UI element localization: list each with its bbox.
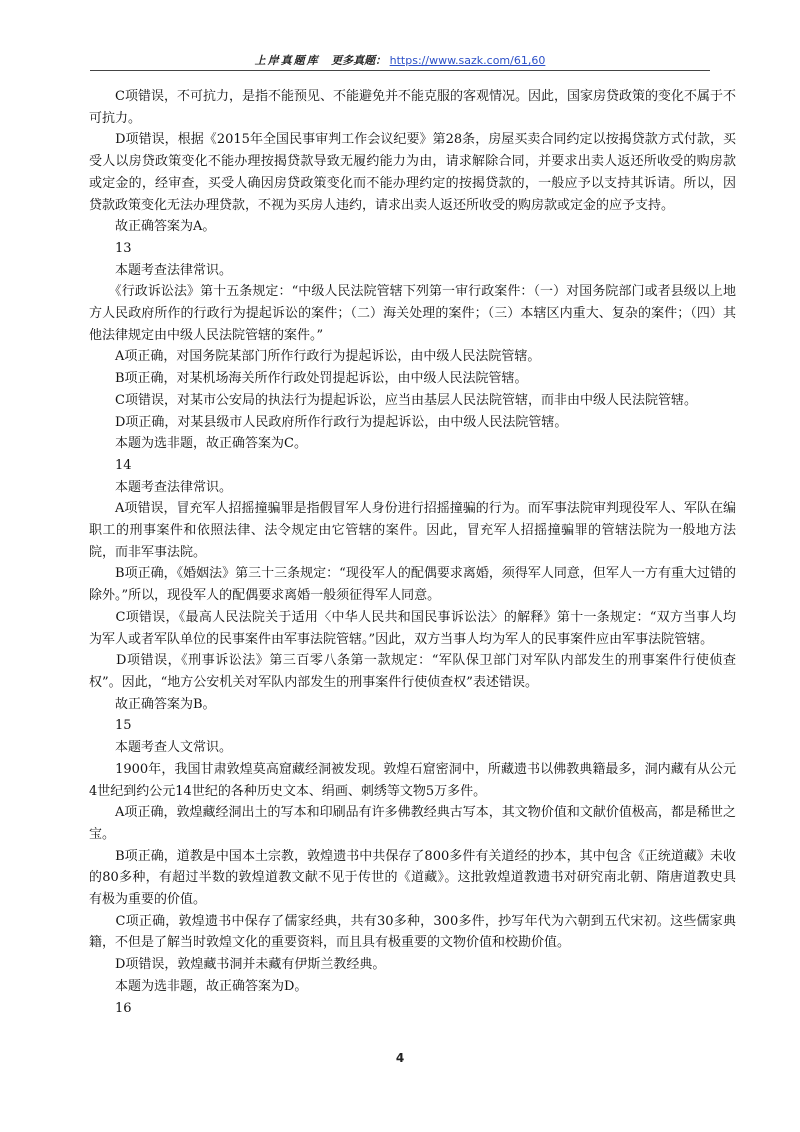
paragraph: C项错误，不可抗力，是指不能预见、不能避免并不能克服的客观情况。因此，国家房贷政策的变化不属于不可抗力。 [89,89,736,126]
paragraph: B项正确，道教是中国本土宗教，敦煌遗书中共保存了800多件有关道经的抄本，其中包含《正统道藏》未收的80多种，有超过半数的敦煌道教文献不见于传世的《道藏》。这批敦煌道教遗书对研究南北朝、隋唐道教史具有极为重要的价值。 [89,848,736,908]
paragraph: 本题考查法律常识。 [89,479,233,495]
paragraph: C项错误，《最高人民法院关于适用〈中华人民共和国民事诉讼法〉的解释》第十一条规定：“双方当事人均为军人或者军队单位的民事案件由军事法院管辖。”因此，双方当事人均为军人的民事案件应由军事法院管辖。 [89,609,736,647]
paragraph: 本题考查人文常识。 [89,740,233,756]
paragraph: A项正确，对国务院某部门所作行政行为提起诉讼，由中级人民法院管辖。 [89,349,541,365]
question-number: 16 [89,1000,132,1016]
paragraph: 本题为选非题，故正确答案为C。 [89,436,307,452]
paragraph: D项错误，《刑事诉讼法》第三百零八条第一款规定：“军队保卫部门对军队内部发生的刑事案件行使侦查权”。因此，“地方公安机关对军队内部发生的刑事案件行使侦查权”表述错误。 [89,653,736,690]
paragraph: 本题为选非题，故正确答案为D。 [89,978,308,994]
header-prefix: 更多真题： [331,54,387,67]
paragraph: 故正确答案为A。 [89,219,216,235]
paragraph: 故正确答案为B。 [89,696,216,712]
page-header [90,54,710,67]
paragraph: C项正确，敦煌遗书中保存了儒家经典，共有30多种，300多件，抄写年代为六朝到五代宋初。这些儒家典籍，不但是了解当时敦煌文化的重要资料，而且具有极重要的文物价值和校勘价值。 [89,913,736,951]
question-number: 13 [89,240,132,256]
paragraph: 本题考查法律常识。 [89,262,233,278]
header-link[interactable]: https://www.sazk.com/61,60 [389,54,546,67]
paragraph: 《行政诉讼法》第十五条规定：“中级人民法院管辖下列第一审行政案件：（一）对国务院部门或者县级以上地方人民政府所作的行政行为提起诉讼的案件；（二）海关处理的案件；（三）本辖区内重大、复杂的案件；（四）其他法律规定由中级人民法院管辖的案件。” [89,284,736,343]
header-title: 上岸真题库 [254,54,320,67]
paragraph: C项错误，对某市公安局的执法行为提起诉讼，应当由基层人民法院管辖，而非由中级人民法院管辖。 [89,392,697,408]
paragraph: D项错误，根据《2015年全国民事审判工作会议纪要》第28条，房屋买卖合同约定以按揭贷款方式付款，买受人以房贷政策变化不能办理按揭贷款导致无履约能力为由，请求解除合同，并要求出卖人返还所收受的购房款或定金的，经审查，买受人确因房贷政策变化而不能办理约定的按揭贷款的，一般应予以支持其诉请。所以，因贷款政策变化无法办理贷款，不视为买房人违约，请求出卖人返还所收受的购房款或定金的应予支持。 [89,132,736,213]
paragraph: B项正确，《婚姻法》第三十三条规定：“现役军人的配偶要求离婚，须得军人同意，但军人一方有重大过错的除外。”所以，现役军人的配偶要求离婚一般须征得军人同意。 [89,566,736,604]
question-number: 15 [89,718,132,734]
question-number: 14 [89,457,132,473]
page-number: 4 [395,1051,405,1065]
header-divider [90,70,710,71]
paragraph: D项错误，敦煌藏书洞并未藏有伊斯兰教经典。 [89,957,386,973]
paragraph: A项正确，敦煌藏经洞出土的写本和印刷品有许多佛教经典古写本，其文物价值和文献价值极高，都是稀世之宝。 [89,805,736,842]
paragraph: 1900年，我国甘肃敦煌莫高窟藏经洞被发现。敦煌石窟密洞中，所藏遗书以佛教典籍最多，洞内藏有从公元4世纪到约公元14世纪的各种历史文本、绢画、刺绣等文物5万多件。 [89,761,736,799]
paragraph: A项错误，冒充军人招摇撞骗罪是指假冒军人身份进行招摇撞骗的行为。而军事法院审判现役军人、军队在编职工的刑事案件和依照法律、法令规定由它管辖的案件。因此，冒充军人招摇撞骗罪的管辖法院为一般地方法院，而非军事法院。 [89,501,736,560]
paragraph: D项正确，对某县级市人民政府所作行政行为提起诉讼，由中级人民法院管辖。 [89,414,568,430]
document-body [89,86,736,1019]
paragraph: B项正确，对某机场海关所作行政处罚提起诉讼，由中级人民法院管辖。 [89,371,528,387]
